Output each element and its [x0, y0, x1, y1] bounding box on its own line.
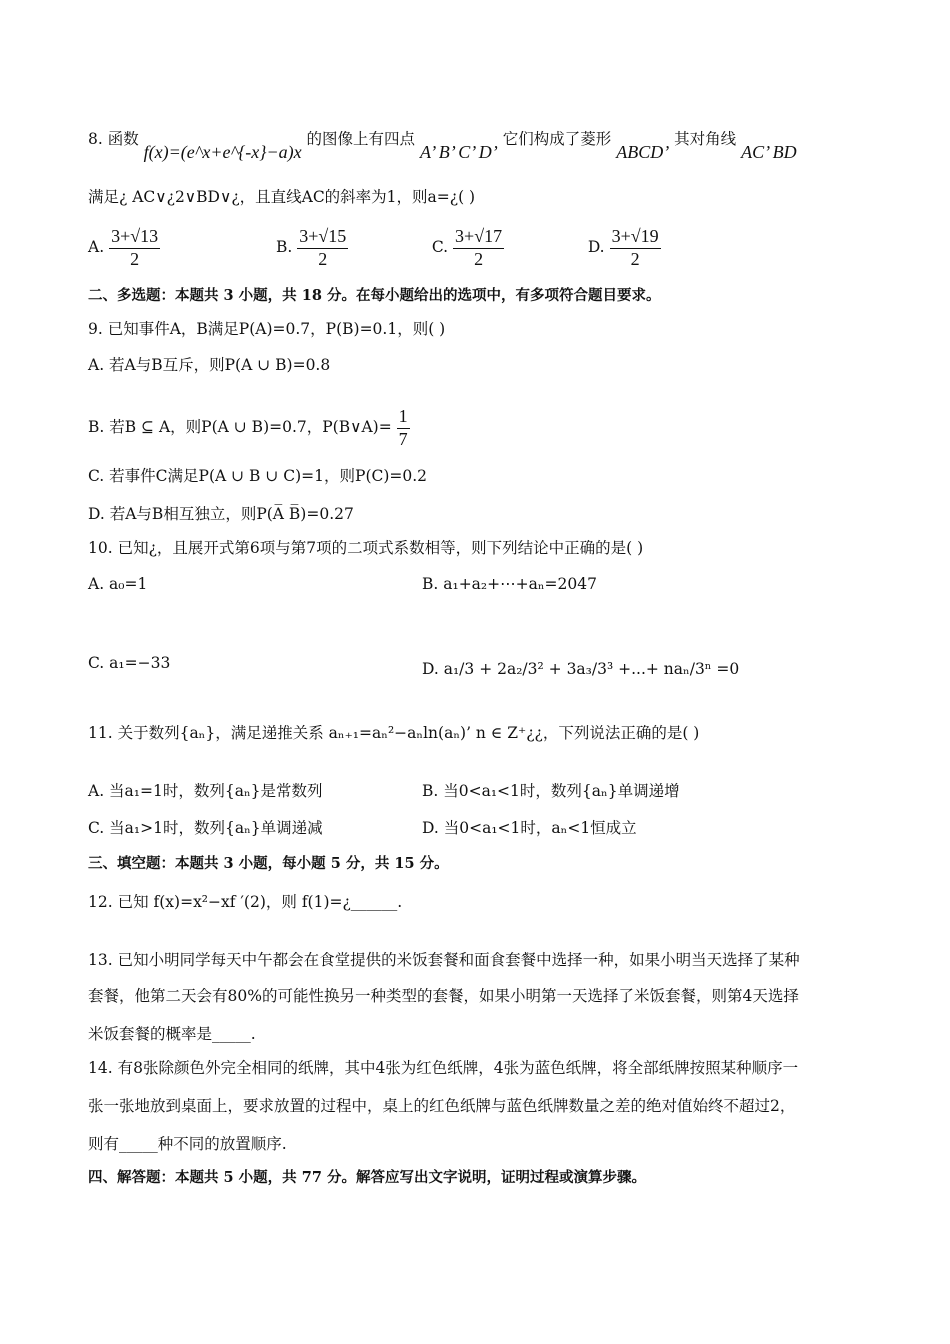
q8-rhombus: ABCD’ — [616, 142, 670, 162]
q10-option-c: C. a₁=−33 — [88, 654, 171, 672]
q8-mid2: 它们构成了菱形 — [502, 130, 612, 148]
q8-mid3: 其对角线 — [674, 130, 737, 148]
q8-lead: 8. 函数 — [88, 130, 139, 148]
q11-stem: 11. 关于数列{aₙ}，满足递推关系 aₙ₊₁=aₙ²−aₙln(aₙ)’ n ∈ Z⁺¿¿，下列说法正确的是( ) — [88, 724, 700, 742]
q8-options — [88, 226, 661, 270]
section2-heading: 二、多选题：本题共 3 小题，共 18 分。在每小题给出的选项中，有多项符合题目要求。 — [88, 287, 661, 304]
q10-stem: 10. 已知¿，且展开式第6项与第7项的二项式系数相等，则下列结论中正确的是( ) — [88, 539, 644, 557]
q8-option-a: A. $\frac{3+√13}{2}$ — [88, 226, 159, 269]
q14-line2: 张一张地放到桌面上，要求放置的过程中，桌上的红色纸牌与蓝色纸牌数量之差的绝对值始终不超过2， — [88, 1097, 796, 1115]
q8-diag: AC’ BD — [741, 142, 797, 162]
q8-line1 — [88, 128, 797, 162]
q8-option-b: B. $\frac{3+√15}{2}$ — [275, 226, 347, 269]
q11-option-c: C. 当a₁>1时，数列{aₙ}单调递减 — [88, 819, 323, 837]
q10-option-d: D. a₁/3 + 2a₂/3² + 3a₃/3³ +...+ naₙ/3ⁿ =0 — [422, 660, 740, 678]
q8-option-c: C. $\frac{3+√17}{2}$ — [431, 226, 503, 269]
q12-stem: 12. 已知 f(x)=x²−xf ′(2)，则 f(1)=¿______. — [88, 893, 403, 911]
section3-heading: 三、填空题：本题共 3 小题，每小题 5 分，共 15 分。 — [88, 855, 449, 872]
q8-line2: 满足¿ AC∨¿2∨BD∨¿，且直线AC的斜率为1，则a=¿( ) — [88, 188, 476, 206]
q8-option-d: D. $\frac{3+√19}{2}$ — [587, 226, 659, 269]
q13-line2: 套餐，他第二天会有80%的可能性换另一种类型的套餐，如果小明第一天选择了米饭套餐，则第4天选择 — [88, 987, 799, 1005]
q9-stem: 9. 已知事件A，B满足P(A)=0.7，P(B)=0.1，则( ) — [88, 320, 446, 338]
q13-line3: 米饭套餐的概率是_____. — [88, 1025, 256, 1043]
q9-option-a: A. 若A与B互斥，则P(A ∪ B)=0.8 — [88, 356, 331, 374]
q11-option-b: B. 当0<a₁<1时，数列{aₙ}单调递增 — [422, 782, 680, 800]
q14-line1: 14. 有8张除颜色外完全相同的纸牌，其中4张为红色纸牌，4张为蓝色纸牌，将全部纸牌按照某种顺序一 — [88, 1059, 799, 1077]
section4-heading: 四、解答题：本题共 5 小题，共 77 分。解答应写出文字说明，证明过程或演算步骤。 — [88, 1169, 646, 1186]
q13-line1: 13. 已知小明同学每天中午都会在食堂提供的米饭套餐和面食套餐中选择一种，如果小明当天选择了某种 — [88, 951, 800, 969]
q9-option-c: C. 若事件C满足P(A ∪ B ∪ C)=1，则P(C)=0.2 — [88, 467, 428, 485]
q10-option-b: B. a₁+a₂+⋯+aₙ=2047 — [422, 575, 597, 593]
q8-mid1: 的图像上有四点 — [306, 130, 416, 148]
q8-points: A’ B’ C’ D’ — [419, 142, 498, 162]
q8-expr: f(x)=(e^x+e^{-x}−a)x — [143, 142, 302, 162]
q14-line3: 则有_____种不同的放置顺序. — [88, 1135, 287, 1153]
q9-option-d: D. 若A与B相互独立，则P(A̅ B̅)=0.27 — [88, 505, 354, 523]
q9-option-b: B. 若B ⊆ A，则P(A ∪ B)=0.7，P(B∨A)= $\frac{1}{7}$ — [88, 406, 408, 449]
q11-option-d: D. 当0<a₁<1时，aₙ<1恒成立 — [422, 819, 637, 837]
q11-option-a: A. 当a₁=1时，数列{aₙ}是常数列 — [88, 782, 323, 800]
q10-option-a: A. a₀=1 — [88, 575, 148, 593]
